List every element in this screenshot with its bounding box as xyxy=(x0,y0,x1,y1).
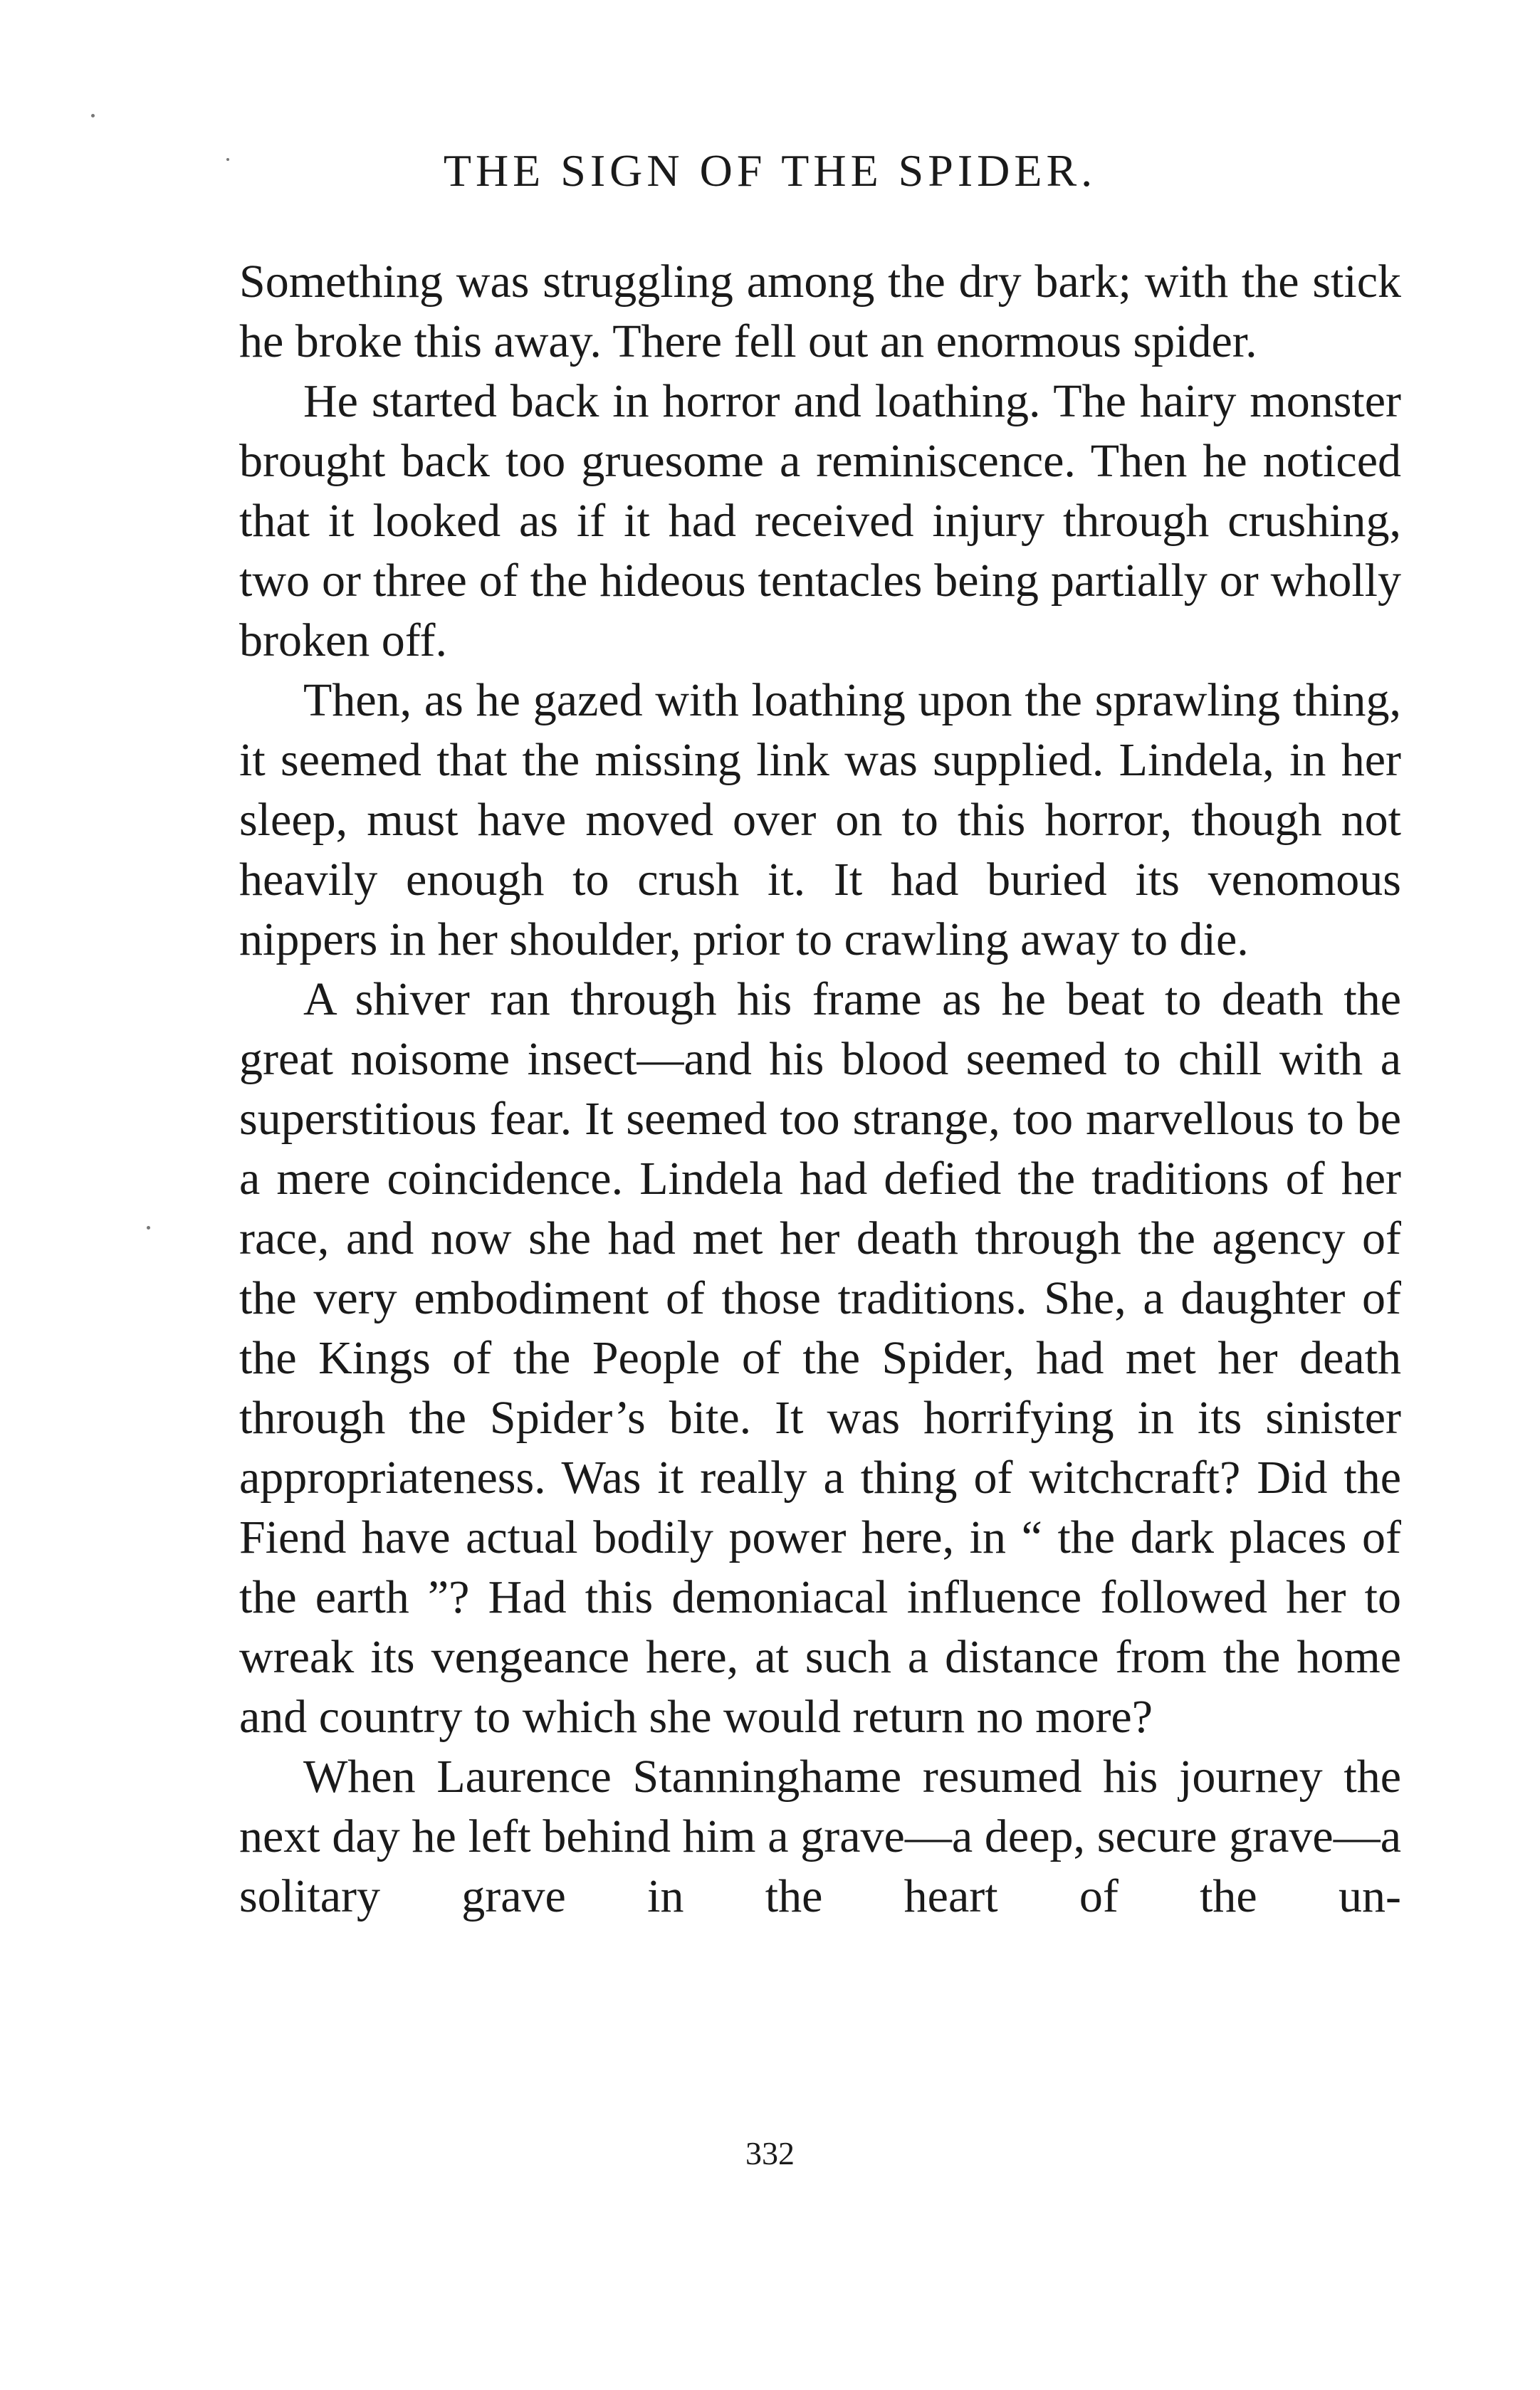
paragraph: He started back in horror and loathing. The hairy monster brought back too gruesome a reminiscence. Then he noticed that it looked as if it had received injury through crushing, two or three of the hideous tentacles being partially or wholly broken off. xyxy=(239,375,1401,666)
paragraph: Something was struggling among the dry bark; with the stick he broke this away. There fell out an enormous spider. xyxy=(239,256,1401,367)
paper-speck xyxy=(147,1226,150,1230)
running-head-title: THE SIGN OF THE SPIDER. xyxy=(443,145,1097,196)
paragraph: A shiver ran through his frame as he beat to death the great noisome insect—and his blood seemed to chill with a superstitious fear. It seemed too strange, too marvellous to be a mere coincidence. Lindela had defied the traditions of her race, and now she had met her death through the agency of the very embodiment of those traditions. She, a daughter of the Kings of the People of the Spider, had met her death through the Spider’s bite. It was horrifying in its sinister appropriateness. Was it really a thing of witchcraft? Did the Fiend have actual bodily power here, in “ the dark places of the earth ”? Had this demoniacal influence followed her to wreak its vengeance here, at such a distance from the home and country to which she would return no more? xyxy=(239,973,1401,1743)
paragraph: Then, as he gazed with loathing upon the sprawling thing, it seemed that the missing link was supplied. Lindela, in her sleep, must have moved over on to this horror, though not heavily enough to crush it. It had buried its venomous nippers in her shoulder, prior to crawling away to die. xyxy=(239,674,1401,965)
page-number: 332 xyxy=(745,2135,795,2171)
body-text xyxy=(239,252,1401,1927)
paper-speck xyxy=(91,114,95,117)
paragraph: When Laurence Stanninghame resumed his journey the next day he left behind him a grave—a deep, secure grave—a solitary grave in the heart of the un- xyxy=(239,1751,1401,1922)
